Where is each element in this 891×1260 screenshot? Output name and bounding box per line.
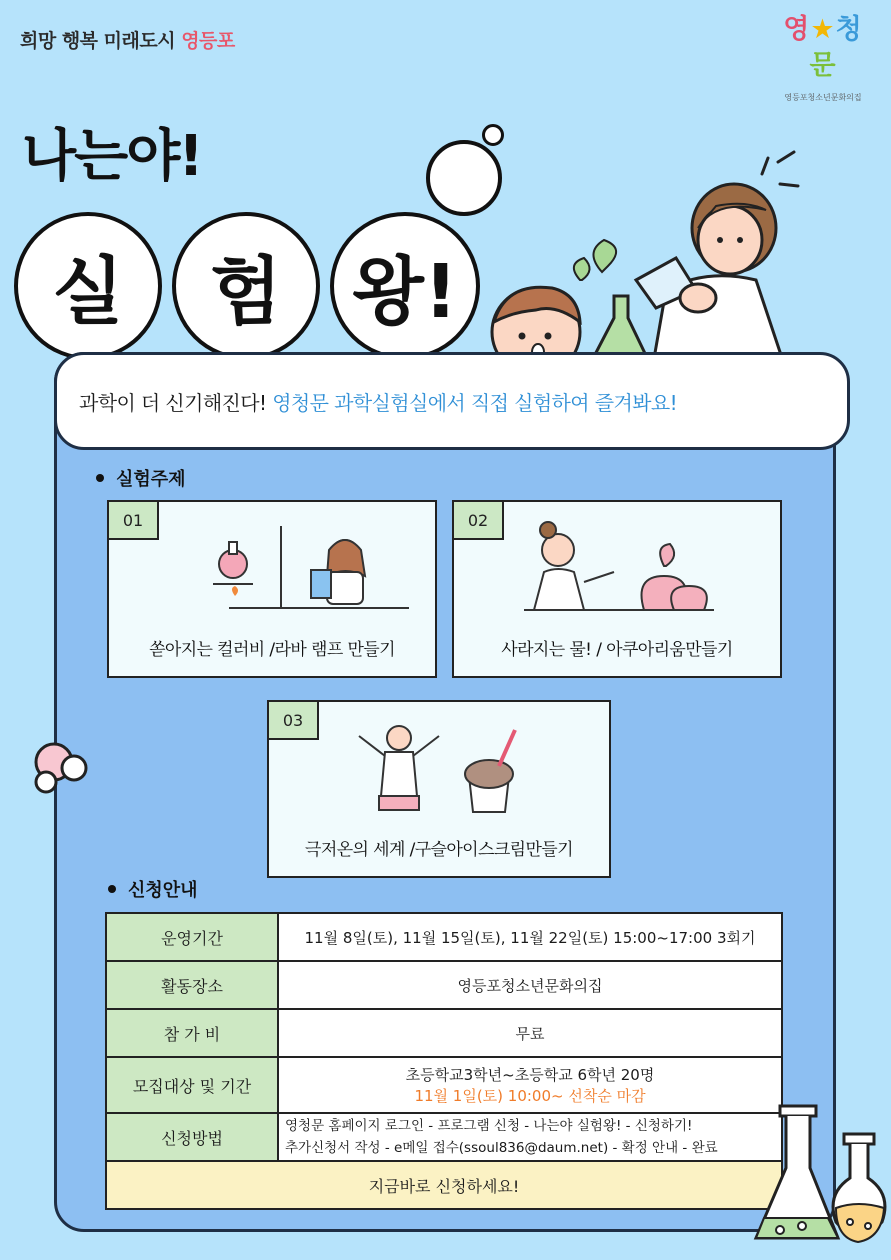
title-bubble-1: 실 (14, 212, 162, 360)
method-label: 신청방법 (106, 1113, 278, 1161)
topic-number: 01 (109, 502, 159, 540)
topic-caption: 사라지는 물! / 아쿠아리움만들기 (501, 640, 733, 660)
topic-card-2 (452, 500, 782, 678)
apply-now-banner[interactable]: 지금바로 신청하세요! (106, 1161, 782, 1209)
logo-star-icon: ★ (810, 14, 836, 45)
logo-mark (773, 12, 873, 84)
logo-char: 영 (783, 14, 811, 45)
aquarium-experiment-icon (514, 516, 774, 616)
place-label: 활동장소 (106, 961, 278, 1009)
intro-text: 과학이 더 신기해진다! (79, 390, 267, 415)
table-row (106, 913, 782, 961)
title-bubble-3: 왕! (330, 212, 480, 360)
method-cell (278, 1113, 782, 1161)
target-label: 모집대상 및 기간 (106, 1057, 278, 1113)
title-small: 나는야! (22, 124, 202, 189)
info-table (105, 912, 783, 1210)
period-label: 운영기간 (106, 913, 278, 961)
lava-lamp-experiment-icon (169, 516, 429, 616)
ice-cream-experiment-icon (329, 716, 589, 816)
logo (773, 12, 873, 103)
table-row (106, 1057, 782, 1113)
bubbles-decoration-icon (28, 740, 92, 796)
intro-banner (54, 352, 850, 450)
bullet-icon (108, 885, 116, 893)
intro-highlight: 영청문 과학실험실에서 직접 실험하여 즐겨봐요! (272, 390, 678, 415)
fee-value: 무료 (278, 1009, 782, 1057)
fee-label: 참 가 비 (106, 1009, 278, 1057)
flasks-decoration-icon (750, 1098, 891, 1248)
logo-subtitle: 영등포청소년문화의집 (784, 93, 862, 102)
place-value: 영등포청소년문화의집 (278, 961, 782, 1009)
section-info-label (108, 876, 198, 902)
table-row (106, 1113, 782, 1161)
bullet-icon (96, 474, 104, 482)
section-info-text: 신청안내 (128, 880, 198, 901)
topic-number: 03 (269, 702, 319, 740)
topic-caption: 극저온의 세계 /구슬아이스크림만들기 (305, 840, 573, 860)
topic-card-3 (267, 700, 611, 878)
method-line-2: 추가신청서 작성 - e메일 접수(ssoul836@daum.net) - 확정 안내 - 완료 (285, 1140, 718, 1156)
target-deadline: 11월 1일(토) 10:00~ 선착순 마감 (414, 1087, 646, 1105)
title-bubble-2: 험 (172, 212, 320, 360)
scientists-illustration (476, 140, 816, 370)
slogan (20, 26, 235, 53)
section-topics-label (96, 465, 186, 491)
logo-char: 문 (809, 50, 837, 81)
table-row (106, 1009, 782, 1057)
topic-card-1 (107, 500, 437, 678)
period-value: 11월 8일(토), 11월 15일(토), 11월 22일(토) 15:00~17:00 3회기 (278, 913, 782, 961)
topic-caption: 쏟아지는 컬러비 /라바 램프 만들기 (149, 640, 395, 660)
logo-char: 청 (835, 14, 863, 45)
topic-number: 02 (454, 502, 504, 540)
slogan-text: 희망 행복 미래도시 (20, 30, 176, 52)
section-topics-text: 실험주제 (116, 469, 186, 490)
slogan-city: 영등포 (181, 30, 235, 52)
target-value: 초등학교3학년~초등학교 6학년 20명 (405, 1066, 655, 1084)
table-row (106, 961, 782, 1009)
target-cell (278, 1057, 782, 1113)
table-row (106, 1161, 782, 1209)
method-line-1: 영청문 홈페이지 로그인 - 프로그램 신청 - 나는야 실험왕! - 신청하기! (285, 1118, 693, 1134)
